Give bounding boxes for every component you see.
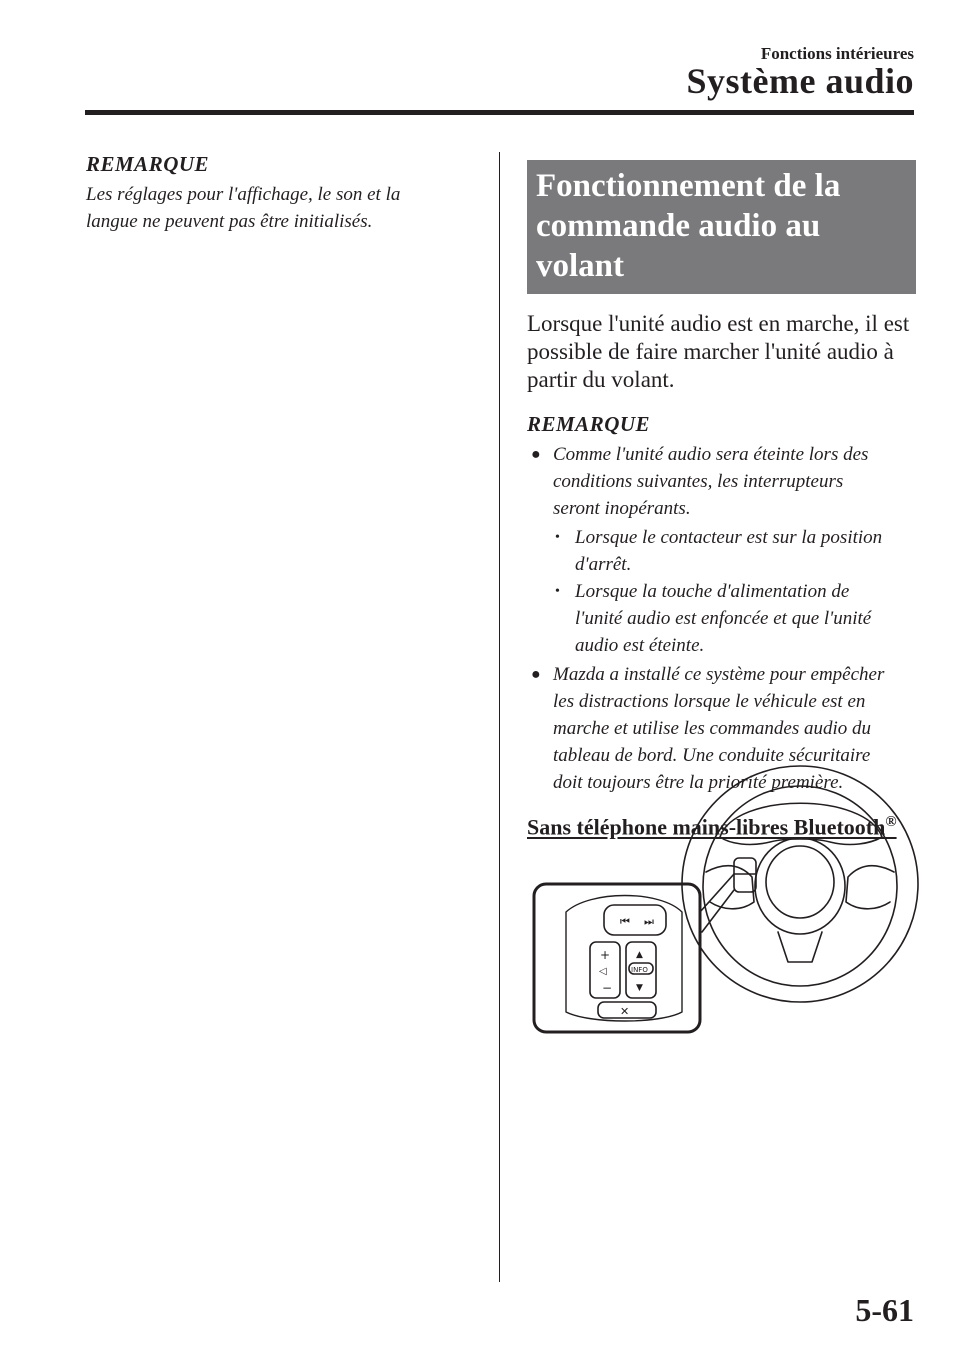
- note-heading: REMARQUE: [527, 412, 651, 436]
- wheel-bottom-spoke: [778, 932, 822, 962]
- bullet-line: les distractions lorsque le véhicule est en: [553, 691, 866, 712]
- steering-wheel-rim-inner: [703, 786, 897, 986]
- column-divider: [499, 152, 500, 1282]
- bullet-line: seront inopérants.: [553, 498, 691, 519]
- volume-minus-icon: −: [602, 981, 613, 995]
- header-rule: [85, 110, 914, 115]
- bullet-line: tableau de bord. Une conduite sécuritaire: [553, 745, 871, 766]
- seek-button: [604, 905, 666, 935]
- bullet-line: conditions suivantes, les interrupteurs: [553, 471, 844, 492]
- section-title-line: Fonctionnement de la: [536, 168, 841, 204]
- wheel-hub-inner: [766, 846, 834, 918]
- section-title: [527, 160, 916, 294]
- bullet-icon: ●: [531, 666, 541, 683]
- up-icon: ▲: [636, 950, 643, 960]
- bullet-line: doit toujours être la priorité première.: [553, 772, 844, 793]
- steering-wheel-rim-outer: [682, 766, 918, 1002]
- bullet-line: marche et utilise les commandes audio du: [553, 718, 872, 739]
- wheel-left-spoke: [706, 866, 754, 909]
- wheel-right-spoke: [846, 866, 894, 909]
- bullet-item: [527, 441, 916, 659]
- sub-bullet-item: [553, 524, 916, 578]
- sub-bullet-line: Lorsque la touche d'alimentation de: [575, 581, 850, 602]
- seek-forward-icon: ⏭: [644, 915, 654, 928]
- intro-line: partir du volant.: [527, 367, 675, 392]
- down-icon: ▼: [636, 983, 643, 993]
- note-heading: REMARQUE: [86, 152, 210, 176]
- left-column: [86, 152, 486, 235]
- volume-plus-icon: +: [600, 948, 611, 962]
- page-title: Système audio: [686, 61, 914, 101]
- info-label: INFO: [631, 966, 648, 974]
- header-section: Fonctions intérieures: [760, 44, 914, 63]
- sub-bullet-line: Lorsque le contacteur est sur la position: [575, 527, 883, 548]
- intro-line: possible de faire marcher l'unité audio à: [527, 339, 894, 364]
- bullet-line: Mazda a installé ce système pour empêcher: [553, 664, 885, 685]
- sub-bullet-icon: •: [555, 584, 560, 599]
- volume-icon: ◁: [599, 966, 607, 977]
- bullet-line: Comme l'unité audio sera éteinte lors des: [553, 444, 869, 465]
- seek-back-icon: ⏮: [620, 915, 630, 928]
- note-line: langue ne peuvent pas être initialisés.: [86, 211, 373, 232]
- sub-bullets: [553, 524, 916, 659]
- intro-paragraph: [527, 310, 916, 394]
- sub-bullet-line: l'unité audio est enfoncée et que l'unité: [575, 608, 872, 629]
- sub-bullet-line: d'arrêt.: [575, 554, 632, 575]
- subheading-text: Sans téléphone mains-libres Bluetooth: [527, 814, 886, 840]
- bullet-icon: ●: [531, 446, 541, 463]
- intro-line: Lorsque l'unité audio est en marche, il est: [527, 311, 910, 336]
- steering-wheel-illustration: [530, 762, 920, 1037]
- wheel-hub-outer: [755, 838, 845, 934]
- section-title-line: commande audio au volant: [536, 208, 821, 284]
- page-number: 5-61: [855, 1292, 914, 1328]
- mute-icon: ✕: [620, 1005, 630, 1018]
- sub-bullet-item: [553, 578, 916, 659]
- note-line: Les réglages pour l'affichage, le son et la: [86, 184, 401, 205]
- sub-bullet-icon: •: [555, 530, 560, 545]
- sub-bullet-line: audio est éteinte.: [575, 635, 705, 656]
- note-bullets: [527, 441, 916, 796]
- registered-mark: ®: [885, 814, 897, 830]
- right-column: [527, 160, 916, 840]
- note-text: [86, 181, 486, 235]
